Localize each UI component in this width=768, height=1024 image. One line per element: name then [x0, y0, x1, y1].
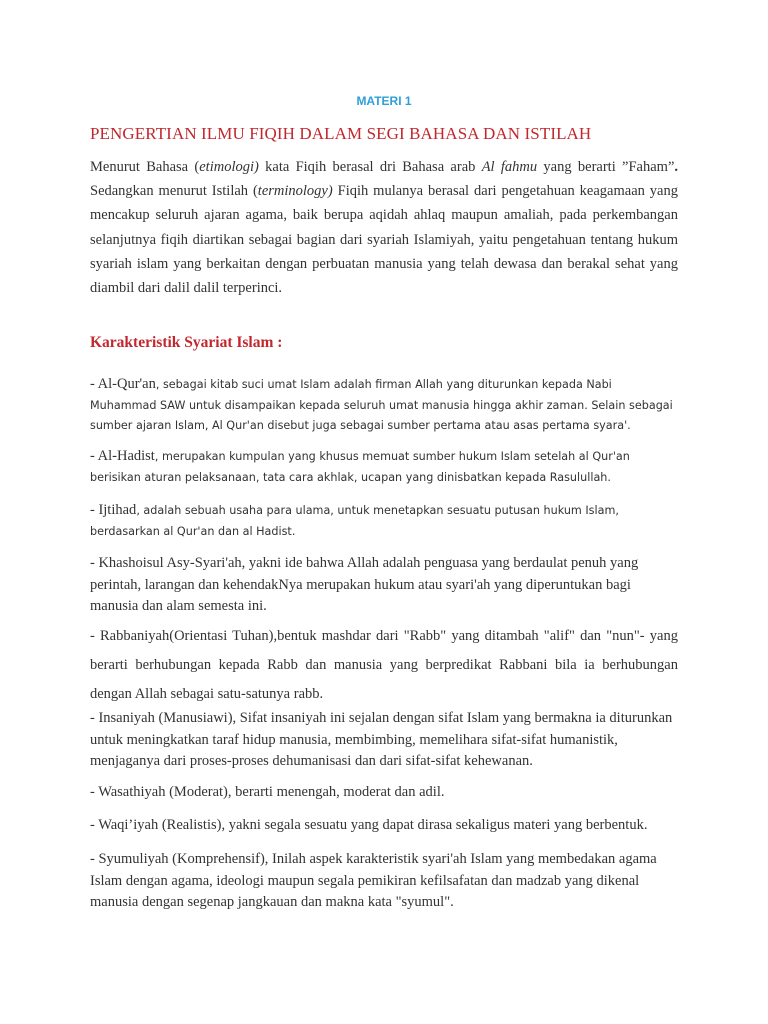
- main-heading: PENGERTIAN ILMU FIQIH DALAM SEGI BAHASA DAN ISTILAH: [90, 124, 592, 143]
- materi-label: MATERI 1: [356, 94, 412, 108]
- intro-text-4: Sedangkan menurut Istilah (: [90, 183, 258, 200]
- item-text: , sebagai kitab suci umat Islam adalah firman Allah yang diturunkan kepada Nabi Muhammad SAW untuk disampaikan kepada seluruh umat manusia hingga akhir zaman. Selain sebagai sumber ajaran Islam, Al Qur'an disebut juga sebagai sumber pertama atau asas pertama syara'.: [90, 378, 673, 432]
- list-item-waqiiyah: - Waqi’iyah (Realistis), yakni segala sesuatu yang dapat dirasa sekaligus materi yang berbentuk.: [90, 817, 648, 833]
- list-item-insaniyah: - Insaniyah (Manusiawi), Sifat insaniyah ini sejalan dengan sifat Islam yang bermakna ia diturunkan untuk meningkatkan taraf hidup manusia, membimbing, memelihara sifat-sifat humanistik, menjaganya dari proses-proses dehumanisasi dan dari sifat-sifat kehewanan.: [90, 710, 673, 769]
- intro-text-3: yang berarti ”Faham”: [537, 159, 675, 175]
- item-text: , adalah sebuah usaha para ulama, untuk menetapkan sesuatu putusan hukum Islam, berdasarkan al Qur'an dan al Hadist.: [90, 504, 619, 538]
- list-item-khashoisul: - Khashoisul Asy-Syari'ah, yakni ide bahwa Allah adalah penguasa yang berdaulat penuh yang perintah, larangan dan kehendakNya merupakan hukum atau syari'ah yang diperuntukan bagi manusia dan alam semesta ini.: [90, 555, 639, 614]
- intro-text-1: Menurut Bahasa (: [90, 159, 200, 175]
- intro-text-5: Fiqih mulanya berasal dari pengetahuan keagamaan yang mencakup seluruh ajaran agama, baik berupa aqidah ahlaq maupun amaliah, pada perkembangan selanjutnya fiqih diartikan sebagai bagian dari syariah Islamiyah, yaitu pengetahuan tentang hukum syariah islam yang berkaitan dengan perbuatan manusia yang telah dewasa dan berakal sehat yang diambil dari dalil dalil terperinci.: [90, 183, 678, 297]
- intro-etimologi: etimologi): [199, 159, 259, 175]
- item-lead: - Ijtihad: [90, 502, 137, 518]
- intro-alfahmu: Al fahmu: [481, 159, 538, 175]
- intro-paragraph: [90, 155, 678, 300]
- list-item-wasathiyah: - Wasathiyah (Moderat), berarti menengah, moderat dan adil.: [90, 784, 445, 800]
- item-lead: - Al-Hadist: [90, 448, 155, 464]
- list-item-rabbaniyah: - Rabbaniyah(Orientasi Tuhan),bentuk mashdar dari "Rabb" yang ditambah "alif" dan "nun"- yang berarti berhubungan kepada Rabb dan manusia yang berpredikat Rabbani bila ia berhubungan dengan Allah sebagai satu-satunya rabb.: [90, 628, 678, 702]
- intro-text-2: kata Fiqih berasal dri Bahasa arab: [258, 159, 482, 175]
- section-subheading: Karakteristik Syariat Islam :: [90, 334, 283, 351]
- list-item-ijtihad: [90, 500, 678, 542]
- list-item-alquran: [90, 374, 678, 437]
- item-text: , merupakan kumpulan yang khusus memuat sumber hukum Islam setelah al Qur'an berisikan aturan pelaksanaan, tata cara akhlak, ucapan yang dinisbatkan kepada Rasulullah.: [90, 450, 630, 484]
- item-lead: - Al-Qur'an: [90, 376, 156, 392]
- list-item-syumuliyah: - Syumuliyah (Komprehensif), Inilah aspek karakteristik syari'ah Islam yang membedakan agama Islam dengan agama, ideologi maupun segala pemikiran kefilsafatan dan madzab yang dikenal manusia dengan segenap jangkauan dan makna kata "syumul".: [90, 851, 657, 910]
- intro-terminology: terminology): [257, 183, 333, 200]
- list-item-alhadist: [90, 446, 678, 488]
- intro-dot: .: [674, 159, 678, 175]
